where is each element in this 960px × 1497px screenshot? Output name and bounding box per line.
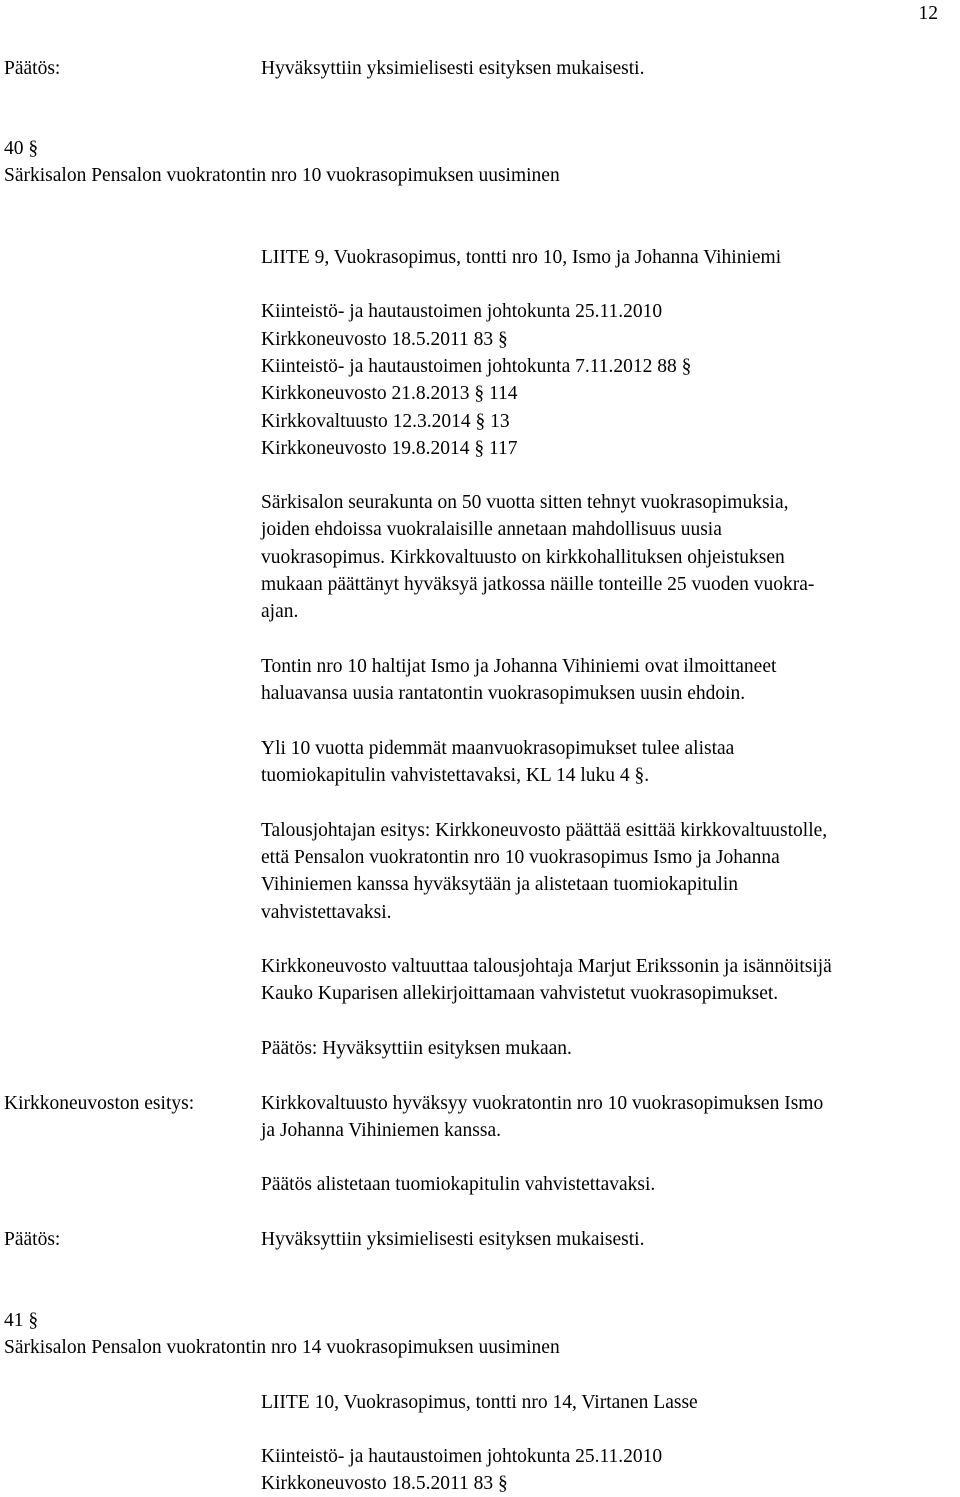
paragraph-line: vahvistettavaksi. xyxy=(261,902,392,923)
decision-text-top: Hyväksyttiin yksimielisesti esityksen mukaisesti. xyxy=(261,58,645,79)
paragraph-line: Talousjohtajan esitys: Kirkkoneuvosto päättää esittää kirkkovaltuustolle, xyxy=(261,820,828,841)
history-line: Kiinteistö- ja hautaustoimen johtokunta 25.11.2010 xyxy=(261,301,663,322)
paragraph-line: mukaan päättänyt hyväksyä jatkossa näille tonteille 25 vuoden vuokra- xyxy=(261,574,815,595)
item-41-number: 41 § xyxy=(4,1310,39,1331)
proposal-line: ja Johanna Vihiniemen kanssa. xyxy=(261,1120,501,1141)
board-decision: Päätös: Hyväksyttiin esityksen mukaan. xyxy=(261,1038,572,1059)
paragraph-line: ajan. xyxy=(261,601,299,622)
council-proposal-label: Kirkkoneuvoston esitys: xyxy=(4,1093,195,1114)
paragraph-line: että Pensalon vuokratontin nro 10 vuokrasopimus Ismo ja Johanna xyxy=(261,847,780,868)
history-line: Kirkkoneuvosto 18.5.2011 83 § xyxy=(261,1473,508,1494)
item-41-title: Särkisalon Pensalon vuokratontin nro 14 vuokrasopimuksen uusiminen xyxy=(4,1337,560,1358)
history-line: Kiinteistö- ja hautaustoimen johtokunta 7.11.2012 88 § xyxy=(261,356,692,377)
paragraph-line: Vihiniemen kanssa hyväksytään ja alistetaan tuomiokapitulin xyxy=(261,874,739,895)
referral-text: Päätös alistetaan tuomiokapitulin vahvistettavaksi. xyxy=(261,1174,656,1195)
decision-text: Hyväksyttiin yksimielisesti esityksen mukaisesti. xyxy=(261,1229,645,1250)
paragraph-line: Kirkkoneuvosto valtuuttaa talousjohtaja Marjut Erikssonin ja isännöitsijä xyxy=(261,956,832,977)
item-41-attachment: LIITE 10, Vuokrasopimus, tontti nro 14, Virtanen Lasse xyxy=(261,1392,698,1413)
paragraph-line: Tontin nro 10 haltijat Ismo ja Johanna Vihiniemi ovat ilmoittaneet xyxy=(261,656,777,677)
paragraph-line: haluavansa uusia rantatontin vuokrasopimuksen uusin ehdoin. xyxy=(261,683,746,704)
history-line: Kirkkovaltuusto 12.3.2014 § 13 xyxy=(261,411,510,432)
paragraph-line: tuomiokapitulin vahvistettavaksi, KL 14 luku 4 §. xyxy=(261,765,650,786)
paragraph-line: Särkisalon seurakunta on 50 vuotta sitten tehnyt vuokrasopimuksia, xyxy=(261,492,789,513)
history-line: Kiinteistö- ja hautaustoimen johtokunta 25.11.2010 xyxy=(261,1446,663,1467)
item-40-title: Särkisalon Pensalon vuokratontin nro 10 vuokrasopimuksen uusiminen xyxy=(4,165,560,186)
decision-label-top: Päätös: xyxy=(4,58,61,79)
history-line: Kirkkoneuvosto 21.8.2013 § 114 xyxy=(261,383,518,404)
history-line: Kirkkoneuvosto 18.5.2011 83 § xyxy=(261,329,508,350)
item-40-number: 40 § xyxy=(4,138,39,159)
page-number: 12 xyxy=(918,3,938,24)
paragraph-line: joiden ehdoissa vuokralaisille annetaan mahdollisuus uusia xyxy=(261,519,722,540)
paragraph-line: Kauko Kuparisen allekirjoittamaan vahvistetut vuokrasopimukset. xyxy=(261,983,779,1004)
paragraph-line: Yli 10 vuotta pidemmät maanvuokrasopimukset tulee alistaa xyxy=(261,738,735,759)
history-line: Kirkkoneuvosto 19.8.2014 § 117 xyxy=(261,438,518,459)
item-40-attachment: LIITE 9, Vuokrasopimus, tontti nro 10, Ismo ja Johanna Vihiniemi xyxy=(261,247,782,268)
paragraph-line: vuokrasopimus. Kirkkovaltuusto on kirkkohallituksen ohjeistuksen xyxy=(261,547,785,568)
proposal-line: Kirkkovaltuusto hyväksyy vuokratontin nro 10 vuokrasopimuksen Ismo xyxy=(261,1093,824,1114)
decision-label: Päätös: xyxy=(4,1229,61,1250)
